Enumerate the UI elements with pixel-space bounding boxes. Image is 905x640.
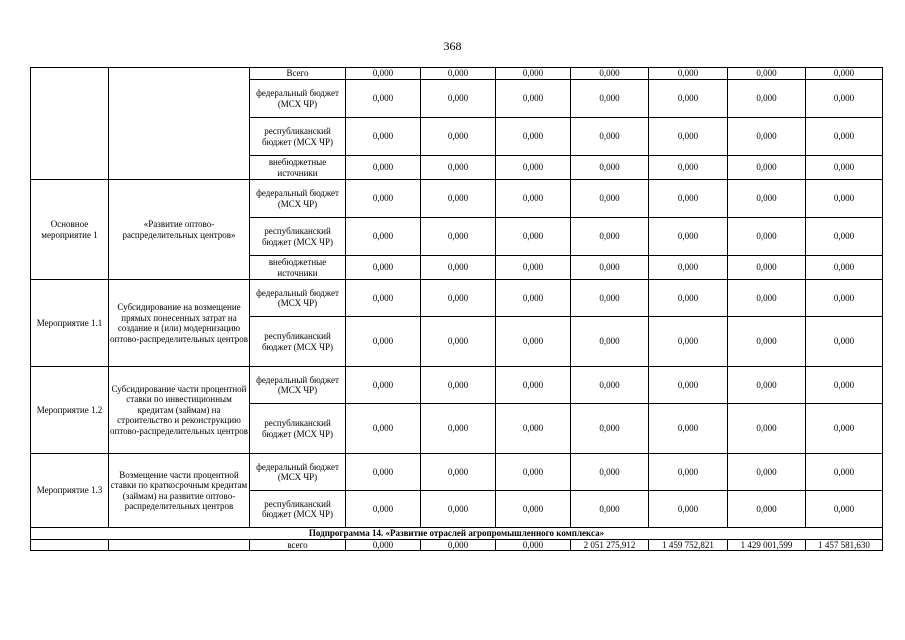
value-cell: 0,000 <box>649 280 728 317</box>
activity-label-cell: Основное мероприятие 1 <box>31 180 109 280</box>
value-cell: 0,000 <box>571 218 649 256</box>
value-cell: 0,000 <box>728 180 806 218</box>
value-cell: 0,000 <box>806 218 883 256</box>
table-row <box>31 539 883 551</box>
value-cell: 0,000 <box>571 80 649 118</box>
activity-label-cell: Мероприятие 1.2 <box>31 367 109 454</box>
source-label: всего <box>250 539 346 551</box>
activity-name-cell: Субсидирование на возмещение прямых понесенных затрат на создание и (или) модернизацию оптово-распределительных центров <box>109 280 250 367</box>
value-cell: 0,000 <box>806 80 883 118</box>
table-row <box>31 454 883 491</box>
value-cell: 0,000 <box>346 80 421 118</box>
value-cell: 0,000 <box>806 68 883 80</box>
value-cell: 0,000 <box>346 491 421 528</box>
value-cell: 0,000 <box>649 491 728 528</box>
value-cell: 0,000 <box>346 404 421 454</box>
value-cell: 0,000 <box>421 491 496 528</box>
subprogram-title-row <box>31 528 883 540</box>
value-cell: 0,000 <box>496 180 571 218</box>
value-cell: 0,000 <box>346 156 421 180</box>
activity-label-cell <box>31 68 109 180</box>
value-cell: 0,000 <box>806 404 883 454</box>
value-cell: 0,000 <box>728 367 806 404</box>
value-cell: 0,000 <box>728 118 806 156</box>
value-cell: 0,000 <box>496 491 571 528</box>
value-cell: 0,000 <box>571 280 649 317</box>
value-cell: 0,000 <box>496 367 571 404</box>
value-cell: 2 051 275,912 <box>571 539 649 551</box>
value-cell: 0,000 <box>649 256 728 280</box>
value-cell: 0,000 <box>649 118 728 156</box>
activity-name-cell: Возмещение части процентной ставки по краткосрочным кредитам (займам) на развитие оптово- распределительных центров <box>109 454 250 528</box>
value-cell: 0,000 <box>571 118 649 156</box>
value-cell: 0,000 <box>496 68 571 80</box>
activity-name-cell <box>109 539 250 551</box>
value-cell: 0,000 <box>421 454 496 491</box>
value-cell: 0,000 <box>496 156 571 180</box>
activity-name-cell: Субсидирование части процентной ставки по инвестиционным кредитам (займам) на строительство и реконструкцию оптово-распределительных центров <box>109 367 250 454</box>
value-cell: 0,000 <box>806 317 883 367</box>
source-label: федеральный бюджет (МСХ ЧР) <box>250 280 346 317</box>
source-label: федеральный бюджет (МСХ ЧР) <box>250 367 346 404</box>
value-cell: 0,000 <box>571 317 649 367</box>
value-cell: 0,000 <box>728 491 806 528</box>
value-cell: 0,000 <box>496 80 571 118</box>
value-cell: 0,000 <box>421 218 496 256</box>
value-cell: 0,000 <box>496 118 571 156</box>
value-cell: 0,000 <box>728 404 806 454</box>
value-cell: 0,000 <box>806 280 883 317</box>
value-cell: 0,000 <box>421 80 496 118</box>
value-cell: 0,000 <box>496 454 571 491</box>
value-cell: 0,000 <box>421 280 496 317</box>
table-row <box>31 280 883 317</box>
value-cell: 0,000 <box>571 256 649 280</box>
activity-label-cell <box>31 539 109 551</box>
value-cell: 1 429 001,599 <box>728 539 806 551</box>
value-cell: 0,000 <box>571 180 649 218</box>
value-cell: 0,000 <box>728 317 806 367</box>
value-cell: 0,000 <box>571 491 649 528</box>
page-number: 368 <box>443 39 462 53</box>
value-cell: 0,000 <box>728 80 806 118</box>
subprogram-title: Подпрограмма 14. «Развитие отраслей агропромышленного комплекса» <box>31 528 883 540</box>
value-cell: 0,000 <box>649 180 728 218</box>
source-label: внебюджетные источники <box>250 256 346 280</box>
value-cell: 0,000 <box>728 68 806 80</box>
source-label: республиканский бюджет (МСХ ЧР) <box>250 118 346 156</box>
source-label: республиканский бюджет (МСХ ЧР) <box>250 317 346 367</box>
value-cell: 0,000 <box>346 454 421 491</box>
value-cell: 0,000 <box>806 256 883 280</box>
value-cell: 0,000 <box>346 539 421 551</box>
value-cell: 0,000 <box>728 454 806 491</box>
value-cell: 0,000 <box>649 68 728 80</box>
value-cell: 0,000 <box>728 218 806 256</box>
value-cell: 0,000 <box>496 404 571 454</box>
value-cell: 0,000 <box>806 367 883 404</box>
table-row <box>31 367 883 404</box>
source-label: федеральный бюджет (МСХ ЧР) <box>250 454 346 491</box>
table-row <box>31 180 883 218</box>
table-row <box>31 68 883 80</box>
value-cell: 0,000 <box>346 118 421 156</box>
value-cell: 0,000 <box>728 156 806 180</box>
value-cell: 0,000 <box>649 317 728 367</box>
value-cell: 0,000 <box>806 118 883 156</box>
activity-name-cell: «Развитие оптово-распределительных центров» <box>109 180 250 280</box>
value-cell: 1 459 752,821 <box>649 539 728 551</box>
value-cell: 0,000 <box>806 454 883 491</box>
value-cell: 0,000 <box>346 367 421 404</box>
value-cell: 0,000 <box>806 491 883 528</box>
activity-label-cell: Мероприятие 1.3 <box>31 454 109 528</box>
budget-table <box>30 67 883 551</box>
value-cell: 0,000 <box>806 180 883 218</box>
source-label: федеральный бюджет (МСХ ЧР) <box>250 180 346 218</box>
value-cell: 0,000 <box>421 68 496 80</box>
activity-name-cell <box>109 68 250 180</box>
value-cell: 0,000 <box>346 256 421 280</box>
value-cell: 0,000 <box>496 218 571 256</box>
value-cell: 0,000 <box>421 317 496 367</box>
source-label: республиканский бюджет (МСХ ЧР) <box>250 218 346 256</box>
activity-label-cell: Мероприятие 1.1 <box>31 280 109 367</box>
source-label: федеральный бюджет (МСХ ЧР) <box>250 80 346 118</box>
value-cell: 0,000 <box>806 156 883 180</box>
value-cell: 0,000 <box>346 317 421 367</box>
value-cell: 0,000 <box>571 156 649 180</box>
value-cell: 0,000 <box>571 68 649 80</box>
value-cell: 0,000 <box>346 180 421 218</box>
value-cell: 0,000 <box>346 218 421 256</box>
value-cell: 0,000 <box>421 367 496 404</box>
value-cell: 0,000 <box>649 367 728 404</box>
value-cell: 0,000 <box>496 317 571 367</box>
source-label: внебюджетные источники <box>250 156 346 180</box>
source-label: Всего <box>250 68 346 80</box>
value-cell: 1 457 581,630 <box>806 539 883 551</box>
value-cell: 0,000 <box>421 156 496 180</box>
value-cell: 0,000 <box>421 180 496 218</box>
value-cell: 0,000 <box>571 367 649 404</box>
value-cell: 0,000 <box>496 539 571 551</box>
value-cell: 0,000 <box>571 454 649 491</box>
value-cell: 0,000 <box>649 80 728 118</box>
value-cell: 0,000 <box>421 404 496 454</box>
value-cell: 0,000 <box>649 156 728 180</box>
value-cell: 0,000 <box>649 454 728 491</box>
value-cell: 0,000 <box>421 256 496 280</box>
value-cell: 0,000 <box>649 218 728 256</box>
value-cell: 0,000 <box>728 280 806 317</box>
value-cell: 0,000 <box>649 404 728 454</box>
value-cell: 0,000 <box>346 280 421 317</box>
value-cell: 0,000 <box>421 118 496 156</box>
value-cell: 0,000 <box>346 68 421 80</box>
value-cell: 0,000 <box>728 256 806 280</box>
value-cell: 0,000 <box>496 280 571 317</box>
source-label: республиканский бюджет (МСХ ЧР) <box>250 404 346 454</box>
value-cell: 0,000 <box>496 256 571 280</box>
source-label: республиканский бюджет (МСХ ЧР) <box>250 491 346 528</box>
value-cell: 0,000 <box>421 539 496 551</box>
value-cell: 0,000 <box>571 404 649 454</box>
